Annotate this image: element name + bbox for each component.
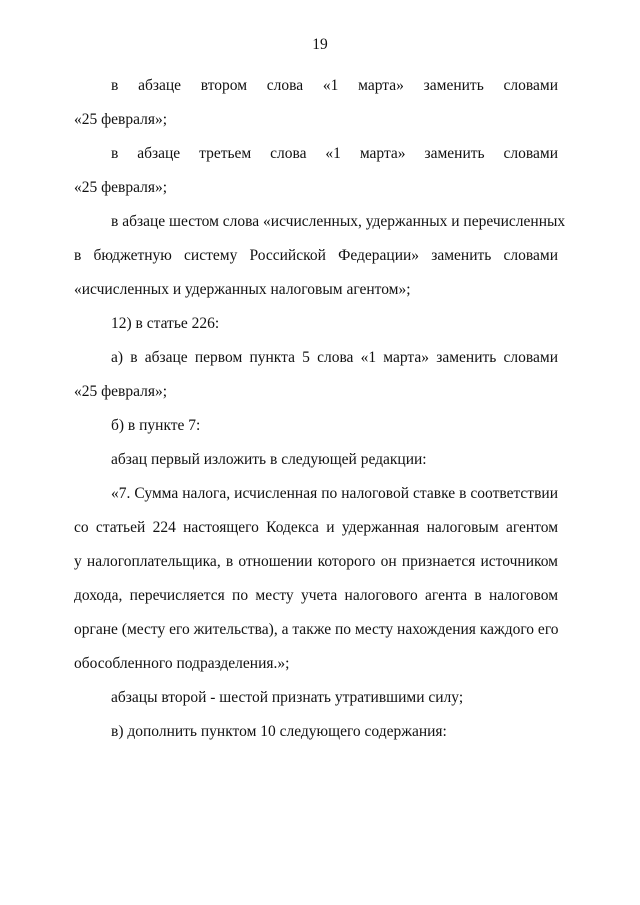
text-line: дохода, перечисляется по месту учета налогового агента в налоговом: [74, 587, 558, 604]
text-line: «25 февраля»;: [74, 383, 168, 400]
text-line: абзацы второй - шестой признать утратившими силу;: [111, 689, 464, 706]
text-line: органе (месту его жительства), а также по месту нахождения каждого его: [74, 621, 559, 638]
text-line: в бюджетную систему Российской Федерации» заменить словами: [74, 247, 558, 264]
text-line: «7. Сумма налога, исчисленная по налоговой ставке в соответствии: [111, 485, 558, 502]
text-line: у налогоплательщика, в отношении которого он признается источником: [74, 553, 558, 570]
text-line: в) дополнить пунктом 10 следующего содержания:: [111, 723, 447, 740]
text-line: а) в абзаце первом пункта 5 слова «1 марта» заменить словами: [111, 349, 558, 366]
text-line: абзац первый изложить в следующей редакции:: [111, 451, 427, 468]
text-line: 12) в статье 226:: [111, 315, 220, 332]
text-line: «исчисленных и удержанных налоговым агентом»;: [74, 281, 411, 298]
document-body: [74, 69, 566, 749]
text-line: «25 февраля»;: [74, 179, 168, 196]
page-number: 19: [312, 36, 328, 53]
text-line: в абзаце третьем слова «1 марта» заменить словами: [111, 145, 558, 162]
text-line: «25 февраля»;: [74, 111, 168, 128]
text-line: б) в пункте 7:: [111, 417, 201, 434]
text-line: в абзаце шестом слова «исчисленных, удержанных и перечисленных: [111, 213, 566, 230]
text-line: обособленного подразделения.»;: [74, 655, 290, 672]
text-line: в абзаце втором слова «1 марта» заменить словами: [111, 77, 558, 94]
text-line: со статьей 224 настоящего Кодекса и удержанная налоговым агентом: [74, 519, 558, 536]
